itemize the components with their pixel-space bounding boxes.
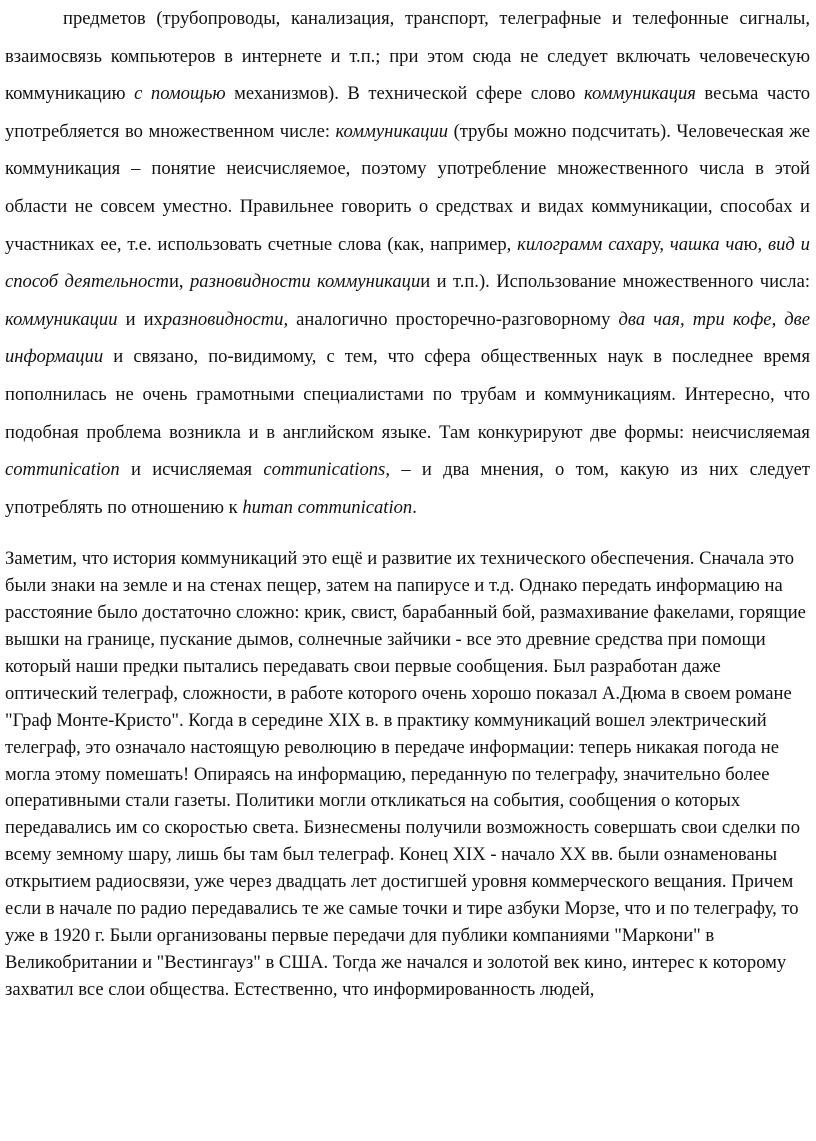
text-run: аналогично просторечно-разговорному xyxy=(288,308,619,330)
italic-term: разновидности, xyxy=(162,308,289,330)
text-run: ю, xyxy=(743,233,769,255)
text-run: предметов (трубопроводы, канализация, транспорт, телеграфные и телефонные сигналы, взаимосвязь компьютеров в интернете и т.п.; при этом сюда не следует включать человеческую коммуникацию xyxy=(5,8,810,105)
italic-term: коммуникация xyxy=(584,83,696,105)
italic-term: килограмм сахар xyxy=(517,233,652,255)
text-run: и их xyxy=(117,308,163,330)
italic-term: коммуникации xyxy=(5,308,118,330)
italic-term: вид и способ деятельност xyxy=(5,233,810,293)
text-run: и исчисляемая xyxy=(119,459,264,481)
text-run: , xyxy=(771,308,785,330)
italic-term: human communication xyxy=(242,496,413,518)
italic-term: разновидности коммуникаци xyxy=(189,271,421,293)
italic-term: чашка ча xyxy=(669,233,744,255)
paragraph-communications-history: Заметим, что история коммуникаций это ещё и развитие их технического обеспечения. Сначала это были знаки на земле и на стенах пещер, затем на папирусе и т.д. Однако передать информацию на расстояние было достаточно сложно: крик, свист, барабанный бой, размахивание факелами, горящие вышки на границе, пускание дымов, солнечные зайчики - все это древние средства при помощи который наши предки пытались передавать свои первые сообщения. Был разработан даже оптический телеграф, сложности, в работе которого очень хорошо показал А.Дюма в своем романе "Граф Монте-Кристо". Когда в середине XIX в. в практику коммуникаций вошел электрический телеграф, это означало настоящую революцию в передаче информации: теперь никакая погода не могла этому помешать! Опираясь на информацию, переданную по телеграфу, значительно более оперативными стали газеты. Политики могли откликаться на события, сообщения о которых передавались им со скоростью света. Бизнесмены получили возможность совершать свои сделки по всему земному шару, лишь бы там был телеграф. Конец XIX - начало XX вв. были ознаменованы открытием радиосвязи, уже через двадцать лет достигшей уровня коммерческого вещания. Причем если в начале по радио передавались те же самые точки и тире азбуки Морзе, что и по телеграфу, то уже в 1920 г. Были организованы первые передачи для публики компаниями "Маркони" в Великобритании и "Вестингауз" в США. Тогда же начался и золотой век кино, интерес к которому захватил все слои общества. Естественно, что информированность людей, xyxy=(5,548,806,1000)
italic-term: коммуникации xyxy=(335,120,449,142)
paragraph-communications-terminology xyxy=(5,0,810,526)
text-run: и связано, по-видимому, с тем, что сфера общественных наук в последнее время пополнилась не очень грамотными специалистами по трубам и коммуникациям. Интересно, что подобная проблема возникла и в английском языке. Там конкурируют две формы: неисчисляемая xyxy=(5,346,810,443)
italic-term: с помощью xyxy=(134,83,226,105)
text-run: и, xyxy=(168,271,190,293)
text-run: весьма часто употребляется во множественном числе: xyxy=(5,83,811,142)
text-run: механизмов). В технической сфере слово xyxy=(225,83,585,105)
text-run: у, xyxy=(651,233,670,255)
italic-term: communications xyxy=(263,459,386,481)
italic-term: communication xyxy=(5,459,120,481)
text-run: . xyxy=(412,496,417,518)
text-run: (трубы можно подсчитать). Человеческая же коммуникация – понятие неисчисляемое, поэтому употребление множественного числа в этой области не совсем уместно. Правильнее говорить о средствах и видах коммуникации, способах и участниках ее, т.е. использовать счетные слова (как, например, xyxy=(5,120,810,255)
italic-term: два чая, три кофе xyxy=(618,308,772,330)
text-run: , – и два мнения, о том, какую из них следует употреблять по отношению к xyxy=(5,459,810,518)
italic-term: две информации xyxy=(5,308,810,368)
text-run: и и т.п.). Использование множественного числа: xyxy=(420,271,811,293)
